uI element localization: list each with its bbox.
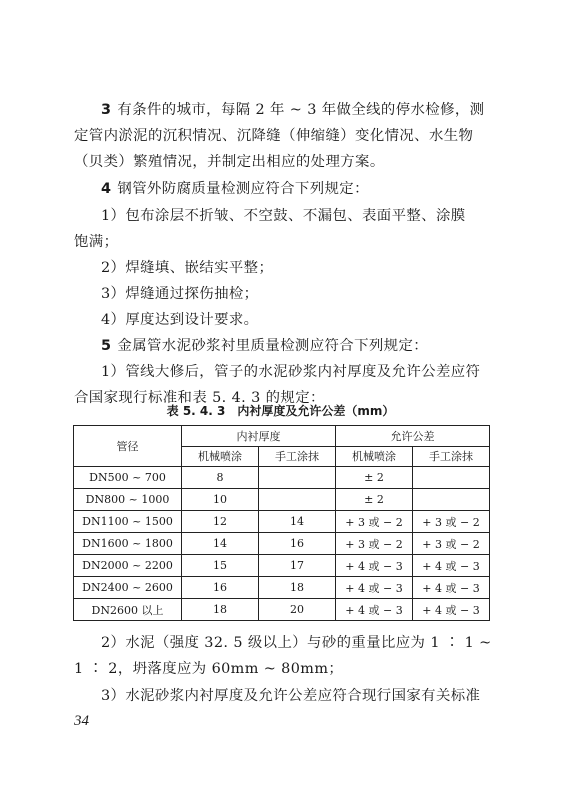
cell-tolerance-mech: + 4 或 − 3 bbox=[336, 577, 413, 599]
cell-thickness-mech: 14 bbox=[182, 533, 259, 555]
cell-diameter: DN1100 ~ 1500 bbox=[74, 511, 182, 533]
subheader-manual: 手工涂抹 bbox=[413, 446, 490, 467]
header-pipe-diameter: 管径 bbox=[74, 426, 182, 467]
cell-diameter: DN2000 ~ 2200 bbox=[74, 555, 182, 577]
cell-thickness-manual: 17 bbox=[259, 555, 336, 577]
page-number: 34 bbox=[74, 713, 89, 729]
paragraph-line: 2）水泥（强度 32. 5 级以上）与砂的重量比应为 1 ∶ 1 ~ bbox=[101, 635, 492, 651]
cell-tolerance-manual: + 3 或 − 2 bbox=[413, 511, 490, 533]
paragraph-line bbox=[101, 334, 428, 355]
cell-diameter: DN1600 ~ 1800 bbox=[74, 533, 182, 555]
paragraph-line: 3）焊缝通过探伤抽检； bbox=[101, 286, 259, 302]
cell-thickness-mech: 10 bbox=[182, 489, 259, 511]
paragraph-line: 2）焊缝填、嵌结实平整； bbox=[101, 260, 274, 276]
cell-tolerance-manual bbox=[413, 489, 490, 511]
cell-thickness-manual: 14 bbox=[259, 511, 336, 533]
item-number: 5 bbox=[101, 338, 112, 354]
cell-tolerance-mech: ± 2 bbox=[336, 467, 413, 489]
cell-thickness-mech: 18 bbox=[182, 599, 259, 621]
header-lining-thickness: 内衬厚度 bbox=[182, 426, 336, 447]
paragraph-line: 1）管线大修后，管子的水泥砂浆内衬厚度及允许公差应符 bbox=[101, 364, 481, 380]
table-row bbox=[74, 467, 490, 489]
paragraph-line: 1）包布涂层不折皱、不空鼓、不漏包、表面平整、涂膜 bbox=[101, 208, 466, 224]
line-text: 有条件的城市，每隔 2 年 ~ 3 年做全线的停水检修，测 bbox=[117, 102, 485, 118]
cell-thickness-manual: 18 bbox=[259, 577, 336, 599]
cell-tolerance-mech: + 3 或 − 2 bbox=[336, 533, 413, 555]
cell-tolerance-mech: ± 2 bbox=[336, 489, 413, 511]
subheader-manual: 手工涂抹 bbox=[259, 446, 336, 467]
cell-thickness-mech: 16 bbox=[182, 577, 259, 599]
header-tolerance: 允许公差 bbox=[336, 426, 490, 447]
cell-tolerance-manual: + 4 或 − 3 bbox=[413, 599, 490, 621]
cell-thickness-mech: 8 bbox=[182, 467, 259, 489]
cell-tolerance-manual bbox=[413, 467, 490, 489]
cell-tolerance-manual: + 4 或 − 3 bbox=[413, 555, 490, 577]
paragraph-line: 饱满； bbox=[74, 234, 119, 250]
cell-diameter: DN800 ~ 1000 bbox=[74, 489, 182, 511]
table-row bbox=[74, 511, 490, 533]
cell-diameter: DN2400 ~ 2600 bbox=[74, 577, 182, 599]
lining-thickness-table bbox=[73, 425, 490, 621]
cell-thickness-manual: 16 bbox=[259, 533, 336, 555]
table-row bbox=[74, 555, 490, 577]
paragraph-line: 定管内淤泥的沉积情况、沉降缝（伸缩缝）变化情况、水生物 bbox=[74, 128, 474, 144]
cell-thickness-manual bbox=[259, 489, 336, 511]
paragraph-line bbox=[101, 177, 369, 198]
cell-diameter: DN500 ~ 700 bbox=[74, 467, 182, 489]
paragraph-line: 合国家现行标准和表 5. 4. 3 的规定： bbox=[74, 390, 325, 406]
cell-tolerance-mech: + 4 或 − 3 bbox=[336, 599, 413, 621]
paragraph-line: 3）水泥砂浆内衬厚度及允许公差应符合现行国家有关标准 bbox=[101, 688, 481, 704]
cell-thickness-manual bbox=[259, 467, 336, 489]
subheader-mechanical: 机械喷涂 bbox=[336, 446, 413, 467]
item-number: 4 bbox=[101, 181, 112, 197]
paragraph-line: 4）厚度达到设计要求。 bbox=[101, 312, 259, 328]
line-text: 钢管外防腐质量检测应符合下列规定： bbox=[117, 181, 369, 197]
cell-tolerance-manual: + 4 或 − 3 bbox=[413, 577, 490, 599]
paragraph-line: （贝类）繁殖情况，并制定出相应的处理方案。 bbox=[74, 154, 385, 170]
cell-thickness-mech: 15 bbox=[182, 555, 259, 577]
subheader-mechanical: 机械喷涂 bbox=[182, 446, 259, 467]
cell-thickness-mech: 12 bbox=[182, 511, 259, 533]
item-number: 3 bbox=[101, 102, 112, 118]
cell-tolerance-mech: + 4 或 − 3 bbox=[336, 555, 413, 577]
cell-diameter: DN2600 以上 bbox=[74, 599, 182, 621]
cell-thickness-manual: 20 bbox=[259, 599, 336, 621]
table-row bbox=[74, 489, 490, 511]
table-row bbox=[74, 599, 490, 621]
cell-tolerance-manual: + 3 或 − 2 bbox=[413, 533, 490, 555]
table-row bbox=[74, 577, 490, 599]
paragraph-line: 1 ∶ 2，坍落度应为 60mm ~ 80mm； bbox=[74, 661, 344, 677]
table-header-row bbox=[74, 426, 490, 447]
line-text: 金属管水泥砂浆衬里质量检测应符合下列规定： bbox=[117, 338, 429, 354]
paragraph-line bbox=[101, 98, 484, 119]
cell-tolerance-mech: + 3 或 − 2 bbox=[336, 511, 413, 533]
table-caption: 表 5. 4. 3 内衬厚度及允许公差（mm） bbox=[166, 404, 395, 418]
table-row bbox=[74, 533, 490, 555]
